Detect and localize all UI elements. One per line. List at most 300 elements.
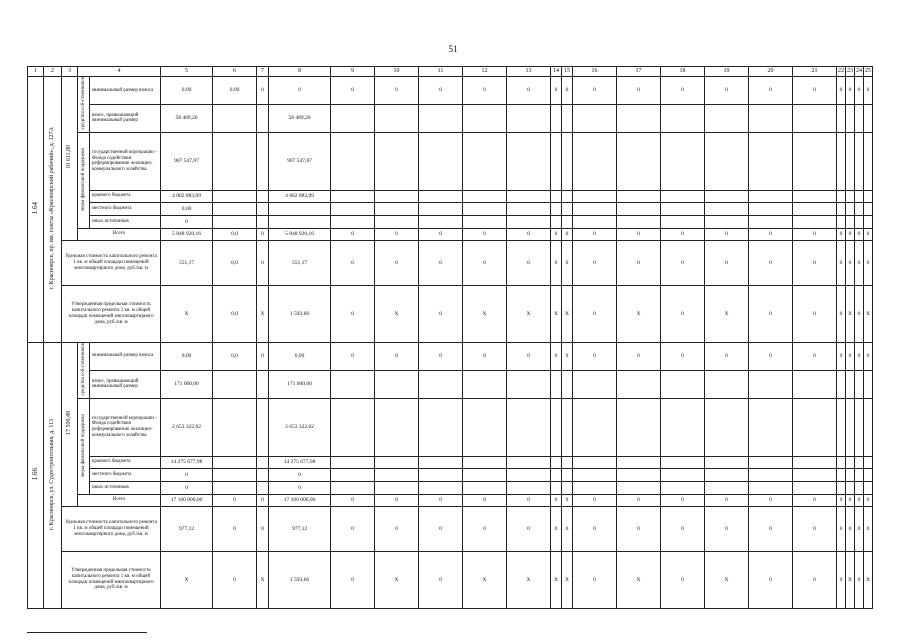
value-cell <box>617 481 661 494</box>
column-number-row <box>28 67 873 77</box>
value-cell: 0 <box>573 342 617 370</box>
value-cell: X <box>463 551 507 608</box>
value-cell: 907 547,87 <box>269 132 331 190</box>
value-cell: 0 <box>661 551 705 608</box>
value-cell: 0 <box>331 285 375 342</box>
value-cell: 0 <box>562 494 573 506</box>
value-cell: X <box>551 551 562 608</box>
value-cell: X <box>864 285 873 342</box>
value-cell <box>705 202 749 215</box>
item-number-cell <box>28 342 44 608</box>
value-cell: 0 <box>573 285 617 342</box>
value-cell: 0,00 <box>213 77 257 105</box>
item-number: 1.64 <box>30 202 39 215</box>
value-cell: 0 <box>846 494 855 506</box>
value-cell: 0 <box>331 240 375 285</box>
value-cell <box>213 398 257 456</box>
value-cell: X <box>161 551 213 608</box>
value-cell <box>551 468 562 481</box>
value-cell: 0 <box>213 494 257 506</box>
value-cell: 0 <box>846 240 855 285</box>
value-cell: 0 <box>846 228 855 240</box>
value-cell <box>749 190 793 202</box>
value-cell: X <box>617 551 661 608</box>
value-cell <box>793 370 837 398</box>
value-cell <box>551 481 562 494</box>
value-cell <box>573 190 617 202</box>
value-cell <box>375 456 419 468</box>
value-cell: 0 <box>864 494 873 506</box>
value-cell: 0 <box>507 342 551 370</box>
value-cell: 0 <box>705 342 749 370</box>
value-cell: 0 <box>573 77 617 105</box>
value-cell <box>419 370 463 398</box>
value-cell: 0 <box>661 342 705 370</box>
value-cell <box>419 104 463 132</box>
value-cell <box>846 370 855 398</box>
value-cell <box>573 132 617 190</box>
value-cell <box>562 370 573 398</box>
value-cell: 0 <box>257 228 269 240</box>
value-cell: 0 <box>617 77 661 105</box>
value-cell: 0 <box>705 506 749 551</box>
footnote-divider <box>27 632 147 633</box>
table-row <box>28 240 873 285</box>
row-label: краевого бюджета <box>90 190 161 202</box>
value-cell <box>257 202 269 215</box>
value-cell: 58 489,20 <box>161 104 213 132</box>
value-cell <box>617 190 661 202</box>
value-cell <box>573 398 617 456</box>
row-label: минимальный размер взноса <box>90 77 161 105</box>
value-cell <box>661 468 705 481</box>
value-cell <box>705 468 749 481</box>
address-cell <box>44 342 62 608</box>
support-measures-cell <box>78 398 90 494</box>
value-cell <box>419 202 463 215</box>
value-cell: 0 <box>573 240 617 285</box>
value-cell <box>837 190 846 202</box>
value-cell <box>837 468 846 481</box>
value-cell: 0 <box>855 240 864 285</box>
value-cell <box>617 456 661 468</box>
value-cell: 0 <box>419 342 463 370</box>
value-cell <box>864 398 873 456</box>
value-cell <box>749 132 793 190</box>
value-cell: X <box>257 551 269 608</box>
value-cell: 0,0 <box>213 342 257 370</box>
value-cell: 0 <box>507 494 551 506</box>
value-cell <box>375 468 419 481</box>
value-cell: X <box>617 285 661 342</box>
value-cell <box>573 215 617 228</box>
value-cell <box>562 202 573 215</box>
support-measures-label: меры финансовой поддержки <box>80 147 86 211</box>
value-cell <box>213 202 257 215</box>
value-cell: 0 <box>661 77 705 105</box>
value-cell <box>213 481 257 494</box>
value-cell <box>837 370 846 398</box>
value-cell: 0 <box>213 506 257 551</box>
value-cell <box>793 468 837 481</box>
value-cell <box>749 481 793 494</box>
value-cell <box>507 132 551 190</box>
value-cell <box>617 468 661 481</box>
value-cell: 0 <box>331 77 375 105</box>
column-number: 13 <box>507 67 551 77</box>
column-number: 24 <box>855 67 864 77</box>
row-label: взнос, превышающий минимальный размер <box>90 370 161 398</box>
column-number: 1 <box>28 67 44 77</box>
value-cell <box>463 370 507 398</box>
value-cell: 5 848 920,16 <box>269 228 331 240</box>
own-funds-cell <box>78 77 90 133</box>
value-cell <box>331 398 375 456</box>
value-cell <box>257 132 269 190</box>
item-number: 1.66 <box>30 468 39 481</box>
row-label: краевого бюджета <box>90 456 161 468</box>
column-number: 7 <box>257 67 269 77</box>
value-cell <box>793 132 837 190</box>
value-cell <box>855 104 864 132</box>
value-cell <box>257 215 269 228</box>
value-cell <box>793 456 837 468</box>
value-cell: 17 100 000,00 <box>161 494 213 506</box>
value-cell: 0 <box>551 342 562 370</box>
value-cell: X <box>864 551 873 608</box>
value-cell <box>257 104 269 132</box>
value-cell <box>375 190 419 202</box>
table-row <box>28 228 873 240</box>
value-cell: 907 547,87 <box>161 132 213 190</box>
value-cell <box>257 370 269 398</box>
value-cell: 0 <box>419 77 463 105</box>
value-cell <box>837 104 846 132</box>
table-row <box>28 551 873 608</box>
column-number: 3 <box>62 67 78 77</box>
value-cell: 0 <box>749 506 793 551</box>
value-cell <box>864 215 873 228</box>
value-cell: 0 <box>463 77 507 105</box>
value-cell: 0 <box>161 215 213 228</box>
value-cell <box>562 104 573 132</box>
value-cell <box>375 104 419 132</box>
value-cell <box>463 468 507 481</box>
value-cell <box>855 215 864 228</box>
value-cell: 0 <box>749 77 793 105</box>
value-cell <box>846 481 855 494</box>
value-cell: 14 275 677,98 <box>161 456 213 468</box>
value-cell <box>864 104 873 132</box>
value-cell <box>463 456 507 468</box>
value-cell <box>705 190 749 202</box>
value-cell <box>749 456 793 468</box>
value-cell: 0 <box>375 342 419 370</box>
value-cell: 0 <box>269 468 331 481</box>
value-cell: 0 <box>793 551 837 608</box>
value-cell: 977,12 <box>161 506 213 551</box>
value-cell <box>551 456 562 468</box>
value-cell <box>375 398 419 456</box>
value-cell: 0 <box>855 285 864 342</box>
value-cell <box>257 456 269 468</box>
column-number: 18 <box>661 67 705 77</box>
value-cell: 2 653 322,02 <box>269 398 331 456</box>
value-cell: 0,0 <box>213 228 257 240</box>
row-label: Удельная стоимость капитального ремонта 1 кв. м общей площади помещений многоквартирного дома, руб./кв. м <box>62 240 161 285</box>
column-number: 6 <box>213 67 257 77</box>
value-cell <box>661 132 705 190</box>
value-cell: 0 <box>855 551 864 608</box>
value-cell <box>463 190 507 202</box>
value-cell: 14 275 677,98 <box>269 456 331 468</box>
area: 10 611,80 <box>66 145 73 170</box>
value-cell: 0 <box>793 228 837 240</box>
value-cell: 0 <box>507 77 551 105</box>
value-cell: 0 <box>551 506 562 551</box>
value-cell <box>419 215 463 228</box>
value-cell: 0 <box>705 494 749 506</box>
column-number: 17 <box>617 67 661 77</box>
value-cell <box>213 190 257 202</box>
value-cell <box>864 370 873 398</box>
value-cell: 0 <box>837 240 846 285</box>
table-row <box>28 202 873 215</box>
value-cell: 0 <box>749 285 793 342</box>
value-cell <box>749 398 793 456</box>
value-cell <box>331 456 375 468</box>
row-label: Утвержденная предельная стоимость капитального ремонта 1 кв. м общей площади помещений многоквартирного дома, руб./кв. м <box>62 285 161 342</box>
value-cell <box>463 104 507 132</box>
value-cell: 0 <box>463 228 507 240</box>
value-cell <box>749 202 793 215</box>
table-row <box>28 398 873 456</box>
value-cell: 0 <box>705 228 749 240</box>
value-cell <box>331 104 375 132</box>
value-cell: 0,00 <box>269 342 331 370</box>
value-cell <box>864 190 873 202</box>
value-cell <box>573 456 617 468</box>
column-number: 22 <box>837 67 846 77</box>
value-cell <box>463 215 507 228</box>
value-cell: 0 <box>855 342 864 370</box>
value-cell <box>837 398 846 456</box>
value-cell: 4 882 883,09 <box>269 190 331 202</box>
row-label: Удельная стоимость капитального ремонта 1 кв. м общей площади помещений многоквартирного дома, руб./кв. м <box>62 506 161 551</box>
value-cell: 0 <box>661 228 705 240</box>
value-cell <box>793 481 837 494</box>
table-row <box>28 506 873 551</box>
value-cell: 0 <box>573 506 617 551</box>
value-cell <box>375 481 419 494</box>
value-cell <box>837 215 846 228</box>
column-number: 10 <box>375 67 419 77</box>
value-cell: X <box>705 285 749 342</box>
value-cell <box>507 468 551 481</box>
own-funds-cell <box>78 342 90 398</box>
value-cell: 0 <box>257 506 269 551</box>
own-funds-label: средства соб-ственников <box>80 77 86 130</box>
value-cell: 1 593,66 <box>269 285 331 342</box>
value-cell <box>793 398 837 456</box>
value-cell: 0 <box>562 77 573 105</box>
row-label: взнос, превышающий минимальный размер <box>90 104 161 132</box>
value-cell <box>617 202 661 215</box>
value-cell: 0 <box>269 481 331 494</box>
value-cell <box>551 215 562 228</box>
value-cell <box>551 190 562 202</box>
value-cell <box>705 370 749 398</box>
value-cell: 0 <box>661 240 705 285</box>
value-cell: 0 <box>617 240 661 285</box>
value-cell <box>507 202 551 215</box>
table-row <box>28 77 873 105</box>
value-cell: X <box>375 551 419 608</box>
value-cell <box>855 202 864 215</box>
value-cell <box>705 215 749 228</box>
address-cell <box>44 77 62 343</box>
row-label: иных источников <box>90 215 161 228</box>
value-cell: 0 <box>331 228 375 240</box>
value-cell: 0 <box>419 285 463 342</box>
value-cell <box>617 370 661 398</box>
column-number: 23 <box>846 67 855 77</box>
value-cell <box>661 370 705 398</box>
column-number: 15 <box>562 67 573 77</box>
value-cell: 0 <box>331 494 375 506</box>
value-cell: 0 <box>793 240 837 285</box>
value-cell: X <box>562 551 573 608</box>
value-cell: 0 <box>749 228 793 240</box>
value-cell <box>661 398 705 456</box>
value-cell <box>846 468 855 481</box>
value-cell <box>864 481 873 494</box>
value-cell: 0,0 <box>213 240 257 285</box>
value-cell <box>213 132 257 190</box>
value-cell <box>705 132 749 190</box>
value-cell: 0 <box>749 551 793 608</box>
value-cell <box>257 398 269 456</box>
value-cell: 0 <box>375 494 419 506</box>
value-cell: X <box>551 285 562 342</box>
own-funds-label: средства соб-ственников <box>80 342 86 396</box>
value-cell: 0 <box>617 228 661 240</box>
value-cell <box>846 190 855 202</box>
value-cell <box>562 398 573 456</box>
value-cell: 0 <box>837 228 846 240</box>
value-cell: 0 <box>419 494 463 506</box>
value-cell: 0 <box>573 551 617 608</box>
column-number: 4 <box>78 67 161 77</box>
value-cell: 0 <box>855 494 864 506</box>
value-cell <box>463 481 507 494</box>
area-cell <box>62 342 78 506</box>
column-number: 16 <box>573 67 617 77</box>
value-cell <box>375 132 419 190</box>
value-cell <box>793 215 837 228</box>
value-cell: 0 <box>507 506 551 551</box>
row-label: иных источников <box>90 481 161 494</box>
value-cell <box>419 190 463 202</box>
value-cell: 0 <box>551 77 562 105</box>
value-cell <box>507 215 551 228</box>
value-cell <box>661 190 705 202</box>
value-cell <box>375 215 419 228</box>
value-cell <box>617 104 661 132</box>
address: г. Красноярск, ул. Судостроительная, д. 113 <box>49 418 56 530</box>
value-cell <box>507 190 551 202</box>
value-cell <box>419 398 463 456</box>
value-cell <box>705 104 749 132</box>
value-cell: 0 <box>507 228 551 240</box>
value-cell: X <box>375 285 419 342</box>
row-label: Утвержденная предельная стоимость капитального ремонта 1 кв. м общей площади помещений многоквартирного дома, руб./кв. м <box>62 551 161 608</box>
value-cell: 0 <box>793 494 837 506</box>
value-cell: 1 593,66 <box>269 551 331 608</box>
table-row <box>28 481 873 494</box>
row-label: местного бюджета <box>90 202 161 215</box>
value-cell <box>257 190 269 202</box>
value-cell <box>793 190 837 202</box>
value-cell <box>419 468 463 481</box>
value-cell <box>213 456 257 468</box>
value-cell: 0 <box>793 342 837 370</box>
value-cell <box>573 104 617 132</box>
value-cell <box>705 456 749 468</box>
value-cell <box>855 132 864 190</box>
value-cell <box>551 104 562 132</box>
value-cell <box>749 370 793 398</box>
value-cell: 0 <box>551 228 562 240</box>
value-cell: 0 <box>573 228 617 240</box>
value-cell: 0 <box>161 468 213 481</box>
table-row <box>28 104 873 132</box>
value-cell <box>269 215 331 228</box>
value-cell: 551,17 <box>161 240 213 285</box>
value-cell: 0 <box>661 506 705 551</box>
value-cell <box>855 456 864 468</box>
value-cell <box>463 398 507 456</box>
value-cell: 0 <box>793 506 837 551</box>
value-cell <box>661 215 705 228</box>
value-cell: 0,0 <box>213 285 257 342</box>
value-cell <box>617 132 661 190</box>
value-cell <box>864 132 873 190</box>
value-cell <box>846 104 855 132</box>
value-cell: 0,00 <box>161 342 213 370</box>
value-cell: X <box>846 551 855 608</box>
value-cell <box>419 456 463 468</box>
value-cell: 0 <box>846 77 855 105</box>
value-cell <box>562 468 573 481</box>
value-cell: 4 882 883,09 <box>161 190 213 202</box>
value-cell: 0 <box>837 285 846 342</box>
area-cell <box>62 77 78 241</box>
value-cell: X <box>507 285 551 342</box>
value-cell <box>793 104 837 132</box>
value-cell <box>837 456 846 468</box>
value-cell: 0 <box>705 240 749 285</box>
value-cell: 0 <box>562 228 573 240</box>
value-cell: 0 <box>793 77 837 105</box>
value-cell <box>855 398 864 456</box>
value-cell: X <box>846 285 855 342</box>
value-cell: 0,00 <box>161 202 213 215</box>
value-cell: 0 <box>419 240 463 285</box>
column-number: 12 <box>463 67 507 77</box>
value-cell: 0 <box>864 77 873 105</box>
value-cell: 0 <box>375 77 419 105</box>
